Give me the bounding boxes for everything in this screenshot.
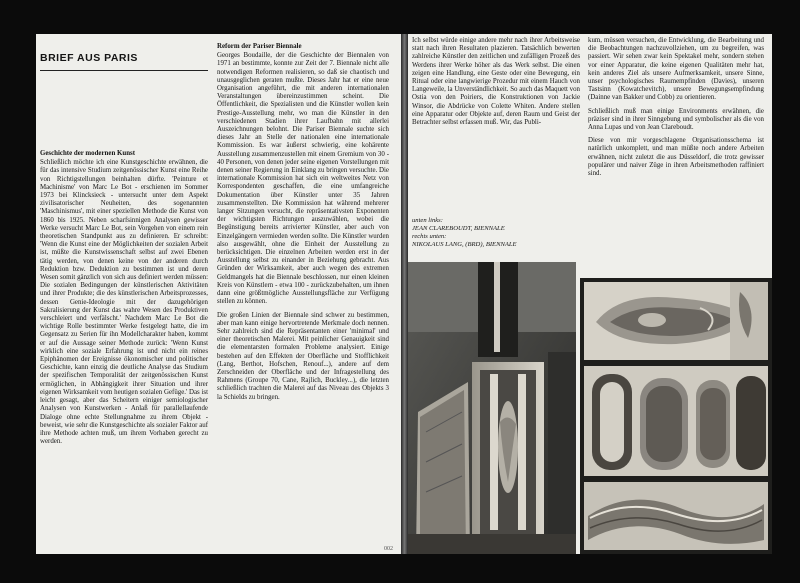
sculpture-illustration [408,262,576,554]
photo-clareboudt-sculpture [408,262,576,554]
caption-name-right: NIKOLAUS LANG, (BRD), BIENNALE [412,241,517,248]
column-1 [40,150,208,446]
article-header [40,52,208,71]
photo-lang-objects [580,278,772,554]
book-gutter [401,34,408,554]
caption-label-right: rechts unten: [412,233,447,240]
caption-label-left: unten links: [412,217,443,224]
photo-caption [412,217,582,249]
article-title: BRIEF AUS PARIS [40,52,208,71]
caption-name-left: JEAN CLAREBOUDT, BIENNALE [412,225,505,232]
right-page [408,34,772,554]
paragraph: Georges Boudaille, der die Geschichte der Biennalen von 1971 an bestimmte, konnte zur Zeit der 7. Biennale nicht alle notwendigen Reformen realisieren, so daß sie chaotisch und unausgeglichen geraten mußte. Dieses Jahr hat er eine neue Organisation angeführt, die mit anderen internationalen Veranstaltungen übereinzustimmen scheint. Die Öffentlichkeit, die Spezialisten und die Künstler wollen kein Prestige-Ausstellung mehr, wo man die Künstler in den verschiedenen Stadien ihrer Laufbahn mit allerlei Auszeichnungen belohnt. Die Pariser Biennale suchte sich dieses Jahr an Stelle der nationalen eine internationale Kommission. Es war äußerst schwierig, eine kohärente Ausstellung zusammenzustellen mit einem Gremium von 30 - 40 Personen, von denen jeder seine eigenen Vorstellungen mit denen seiner Regierung in Einklang zu bringen versuchte. Die internationale Kommission hat sich ein weltweites Netz von Korrespondenten geschaffen, die eine umfangreiche Dokumentation über Künstler unter 35 Jahren zusammenstellten. Die Kommission hat während mehrerer langer Sitzungen versucht, die repräsentativsten Exponenten der wichtigsten Richtungen auszuwählen, wobei die Begünstigung bereits arrivierter Künstler, aber auch von Einzelgängern vermieden werden sollte. Die Künstler wurden also ausgewählt, ohne die Einheit der Ausstellung zu berücksichtigen. Die einzelnen Arbeiten werden erst in der Ausstellung selbst zu einander in Beziehung gebracht. Aus Gründen der Wirksamkeit, aber auch wegen des extremen Geldmangels hat die Biennale beschlossen, nur einen kleinen Kreis von Künstlern - etwa 100 - zurückzubehalten, um ihnen dann eine größtmögliche Ausstellungsfläche zur Verfügung stellen zu können. [217,52,389,306]
paragraph: Die großen Linien der Biennale sind schwer zu bestimmen, aber man kann einige hervortretende Merkmale doch nennen. Sehr zahlreich sind die Repräsentanten einer 'minimal' und einer theoretischen Malerei. Mit peinlicher Genauigkeit sind die elementarsten formalen Probleme analysiert. Einige bestehen auf den Effekten der Oberfläche und Stofflichkeit (Lang, Berthot, Hofschen, Renouf...), andere auf dem Zerschneiden der Oberfläche und der Infragestellung des Rahmens (Groupe 70, Cane, Rajlich, Buckley...), die letzten schließlich trachten die Malerei auf das Niveau des Objekts 3 la Schields zu bringen. [217,311,389,401]
section-heading-biennale: Reform der Pariser Biennale [217,43,302,50]
paragraph: kum, müssen versuchen, die Entwicklung, die Bearbeitung und die Beobachtungen nachzuvollziehen, um zu begreifen, was passiert. Wir sehen zwar kein Spektakel mehr, sondern stehen vor einer Apparatur, die keine eigenen Qualitäten mehr hat, kein anderes Ziel als unsere Aufmerksamkeit, unsere Sinne, unser psychologisches Raumempfinden (Davies), unseren Tastsinn (Kowatchevitch), unsere Bewegungsempfindung (Dainne van Bakker und Cobb) zu orientieren. [588,37,764,102]
column-2 [217,43,389,402]
section-heading-history: Geschichte der modernen Kunst [40,150,135,157]
paragraph: Schließlich muß man einige Environments erwähnen, die präziser sind in ihrer Sinngebung und symbolischer als die von Anna Lupas und von Jean Clareboudt. [588,107,764,132]
paragraph: Schließlich möchte ich eine Kunstgeschichte erwähnen, die für das intensive Studium zeitgenössischer Kunst eine Reihe von Richtigstellungen beinhalten dürfte. 'Peinture et Machinisme' von Marc Le Bot - erschienen im Sommer 1973 bei Klincksieck - untersucht unter dem Aspekt zivilisatorischer Neuheiten, des sogenannten 'Maschinismus', mit einer speziellen Methode die Kunst von 1860 bis 1925. Neben scharfsinnigen Analysen gewisser Werke versucht Marc Le Bot, sein Vorgehen von einem rein theoretischen Standpunkt aus zu definieren. Er schreibt: 'Wenn die Kunst eine der Möglichkeiten der sozialen Arbeit ist, müßte die Kunstwissenschaft selbst auf zwei Ebenen tätig werden, von denen keine von der anderen durch Reduktion bzw. Deduktion zu bestimmen ist und deren Wesen somit gänzlich von sich aus definiert werden müssen: Die sozialen Bedingungen der künstlerischen Aktivitäten und ihrer Produkte; die des künstlerischen Arbeitsprozesses, dessen Genie-Ideologie mit der dazugehörigen Sakralisierung der Kunst das wahre Wesen des Produktiven verschleiert und verfälscht.' Nachdem Marc Le Bot die wichtige Rolle bestimmter Werke festgelegt hatte, die im Gegensatz zu Serien für ihn Modellcharakter haben, kommt er auf die Aussage seiner Methode zurück: 'Wenn Kunst wirklich eine soziale Erfahrung ist und nicht ein reines Epiphänomen der Ereignisse ökonomischer und politischer Geschichte, kann einzig die deutliche Analyse das Studium der spezifischen Temporalität der zeitgenössischen Kunst ermöglichen, in Abhängigkeit ihrer Situation und ihrer eigenen Wirksamkeit vom heutigen sozialen Gefüge.' Das ist leicht gesagt, aber das Scheitern einiger semiologischer Analysen von Kunstwerken - Anlaß für parallellaufende Dialoge ohne echte Stellungnahme zu ihrem Objekt - beweist, wie sehr die Kunstgeschichte als sozialer Faktor auf ihre Methode achten muß, um ihrem Vorhaben gerecht zu werden. [40,159,208,446]
page-number: 002 [384,546,393,552]
paragraph: Ich selbst würde einige andere mehr nach ihrer Arbeitsweise statt nach ihren Resultaten plazieren. Tatsächlich bewerten zahlreiche Künstler den zeitlichen und zufälligen Prozeß des Werdens ihrer Werke höher als das Werk selbst. Die einen zeigen eine Handlung, eine Geste oder eine Bewegung, ein Ritual oder eine langwierige Prozedur mit einem Hauch von Langeweile, la Unverständlichkeit. So auch das Maquett von Ostia von den Poiriers, die Konstruktionen von Jackie Winsor, die Abdrücke von Colette Whiten. Andere stellen eine Apparatur oder Objekte auf, deren Raum und Geist der Betrachter selbst erfassen muß. Wir, das Publi- [412,37,580,127]
objects-illustration [580,278,772,554]
paragraph: Diese von mir vorgeschlagene Organisationsschema ist natürlich unkomplett, und man müßte noch andere Arbeiten erwähnen, nicht zuletzt die aus Düsseldorf, die trotz gewisser populärer und naiver Züge in ihren Arbeitsmethoden raffiniert sind. [588,137,764,178]
column-3 [412,37,580,127]
column-4 [588,37,764,178]
left-page [36,34,401,554]
